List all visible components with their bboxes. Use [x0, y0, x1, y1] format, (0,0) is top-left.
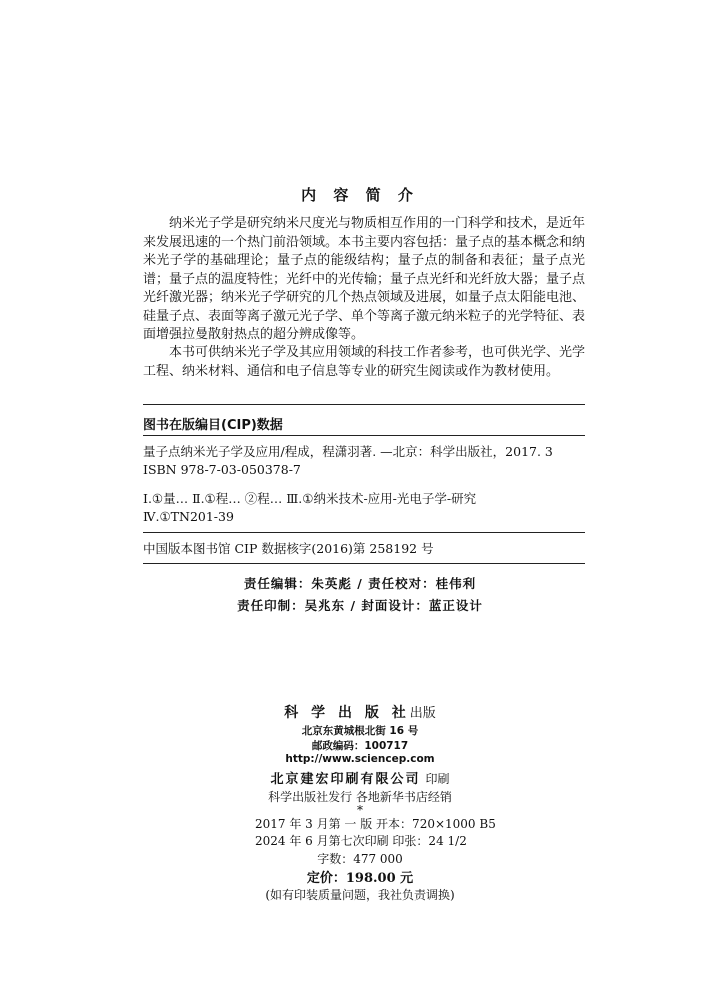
edition-line: 2017 年 3 月第 一 版 开本：720×1000 B5 [255, 817, 496, 831]
credits-production: 责任印制：吴兆东 / 封面设计：蓝正设计 [237, 598, 483, 613]
cip-heading: 图书在版编目(CIP)数据 [143, 418, 283, 433]
distribution-line: 科学出版社发行 各地新华书店经销 [268, 790, 452, 804]
publisher-address: 北京东黄城根北街 16 号 [301, 725, 419, 737]
quality-note: (如有印装质量问题，我社负责调换) [265, 888, 455, 902]
intro-paragraph-1: 纳米光子学是研究纳米尺度光与物质相互作用的一门科学和技术，是近年来发展迅速的一个热门前沿领域。本书主要内容包括：量子点的基本概念和纳米光子学的基础理论；量子点的能级结构；量子点的制备和表征；量子点光谱；量子点的温度特性；光纤中的光传输；量子点光纤和光纤放大器；量子点光纤激光器；纳米光子学研究的几个热点领域及进展，如量子点太阳能电池、硅量子点、表面等离子激元光子学、单个等离子激元纳米粒子的光学特征、表面增强拉曼散射热点的超分辨成像等。 [143, 216, 586, 342]
cip-isbn: ISBN 978-7-03-050378-7 [143, 462, 301, 477]
intro-title: 内 容 简 介 [301, 186, 419, 204]
cip-classification-2: Ⅳ.①TN201-39 [143, 509, 234, 524]
credits-editors: 责任编辑：朱英彪 / 责任校对：桂伟利 [243, 576, 477, 591]
printer-line [0, 768, 720, 787]
word-count: 字数：477 000 [317, 852, 403, 866]
publisher-name: 科 学 出 版 社 [284, 705, 410, 721]
printer-suffix: 印刷 [425, 772, 450, 786]
intro-paragraph-2: 本书可供纳米光子学及其应用领域的科技工作者参考，也可供光学、光学工程、纳米材料、通信和电子信息等专业的研究生阅读或作为教材使用。 [143, 345, 586, 379]
price: 定价：198.00 元 [306, 871, 414, 886]
printer-name: 北京建宏印刷有限公司 [270, 772, 421, 787]
cip-book-info: 量子点纳米光子学及应用/程成，程潇羽著. —北京：科学出版社，2017. 3 [143, 444, 553, 459]
cip-record-number: 中国版本图书馆 CIP 数据核字(2016)第 258192 号 [143, 541, 434, 556]
cip-heading-rule [143, 435, 585, 436]
cip-top-rule [143, 404, 585, 405]
publisher-line [0, 702, 720, 722]
publisher-name-suffix: 出版 [409, 706, 436, 721]
publisher-postcode: 邮政编码：100717 [311, 740, 409, 752]
cip-classification-1: Ⅰ.①量… Ⅱ.①程… ②程… Ⅲ.①纳米技术-应用-光电子学-研究 [143, 491, 477, 506]
separator-star: * [357, 803, 363, 817]
printing-line: 2024 年 6 月第七次印刷 印张：24 1/2 [255, 834, 467, 848]
cip-mid-rule [143, 532, 585, 533]
cip-bottom-rule [143, 563, 585, 564]
publisher-url: http://www.sciencep.com [285, 753, 435, 765]
